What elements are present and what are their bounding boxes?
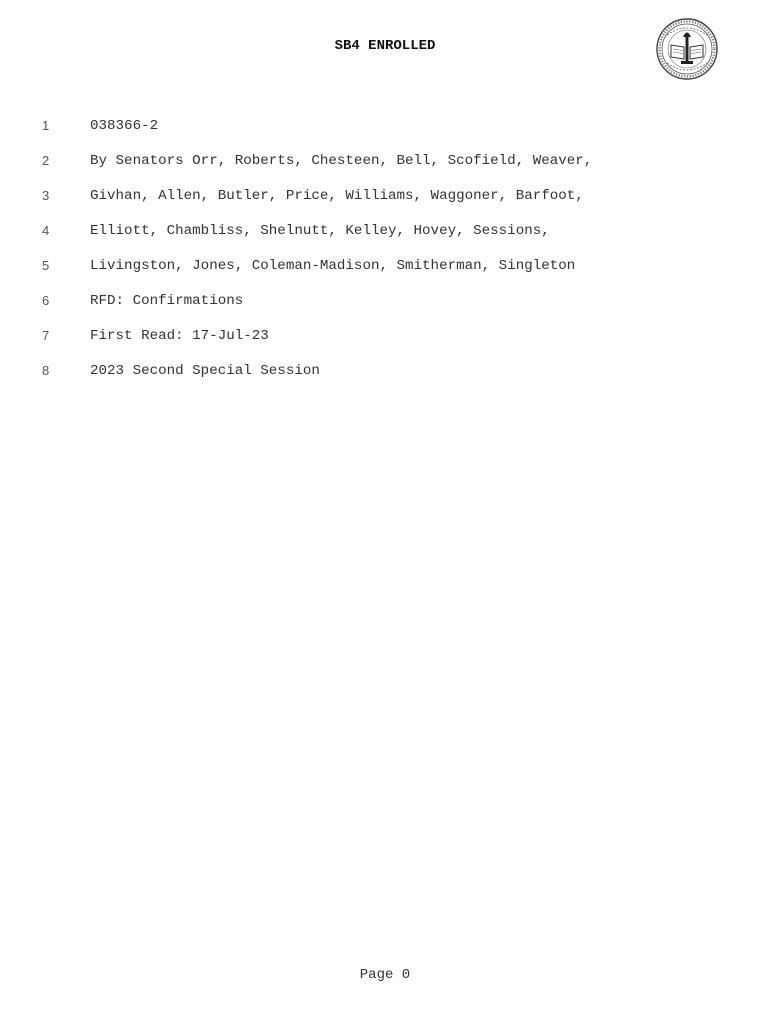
- line-8: [0, 360, 770, 395]
- line-text: Givhan, Allen, Butler, Price, Williams, Waggoner, Barfoot,: [90, 188, 584, 204]
- document-title: SB4 ENROLLED: [334, 38, 436, 54]
- line-7: [0, 325, 770, 360]
- line-number: 4: [42, 223, 50, 238]
- line-text: Livingston, Jones, Coleman-Madison, Smitherman, Singleton: [90, 258, 576, 274]
- line-number: 1: [42, 118, 50, 133]
- alabama-senate-seal-icon: [655, 17, 719, 81]
- line-number: 2: [42, 153, 50, 168]
- line-2: [0, 150, 770, 185]
- line-number: 5: [42, 258, 50, 273]
- line-text: First Read: 17-Jul-23: [90, 328, 269, 344]
- line-6: [0, 290, 770, 325]
- line-number: 8: [42, 363, 50, 378]
- numbered-lines: [0, 115, 770, 395]
- line-text: 2023 Second Special Session: [90, 363, 320, 379]
- line-text: Elliott, Chambliss, Shelnutt, Kelley, Hovey, Sessions,: [90, 223, 550, 239]
- line-5: [0, 255, 770, 290]
- line-1: [0, 115, 770, 150]
- line-number: 6: [42, 293, 50, 308]
- line-text: 038366-2: [90, 118, 159, 134]
- page-number-footer: Page 0: [359, 967, 411, 983]
- line-text: By Senators Orr, Roberts, Chesteen, Bell, Scofield, Weaver,: [90, 153, 593, 169]
- line-number: 3: [42, 188, 50, 203]
- line-text: RFD: Confirmations: [90, 293, 244, 309]
- line-number: 7: [42, 328, 50, 343]
- line-3: [0, 185, 770, 220]
- line-4: [0, 220, 770, 255]
